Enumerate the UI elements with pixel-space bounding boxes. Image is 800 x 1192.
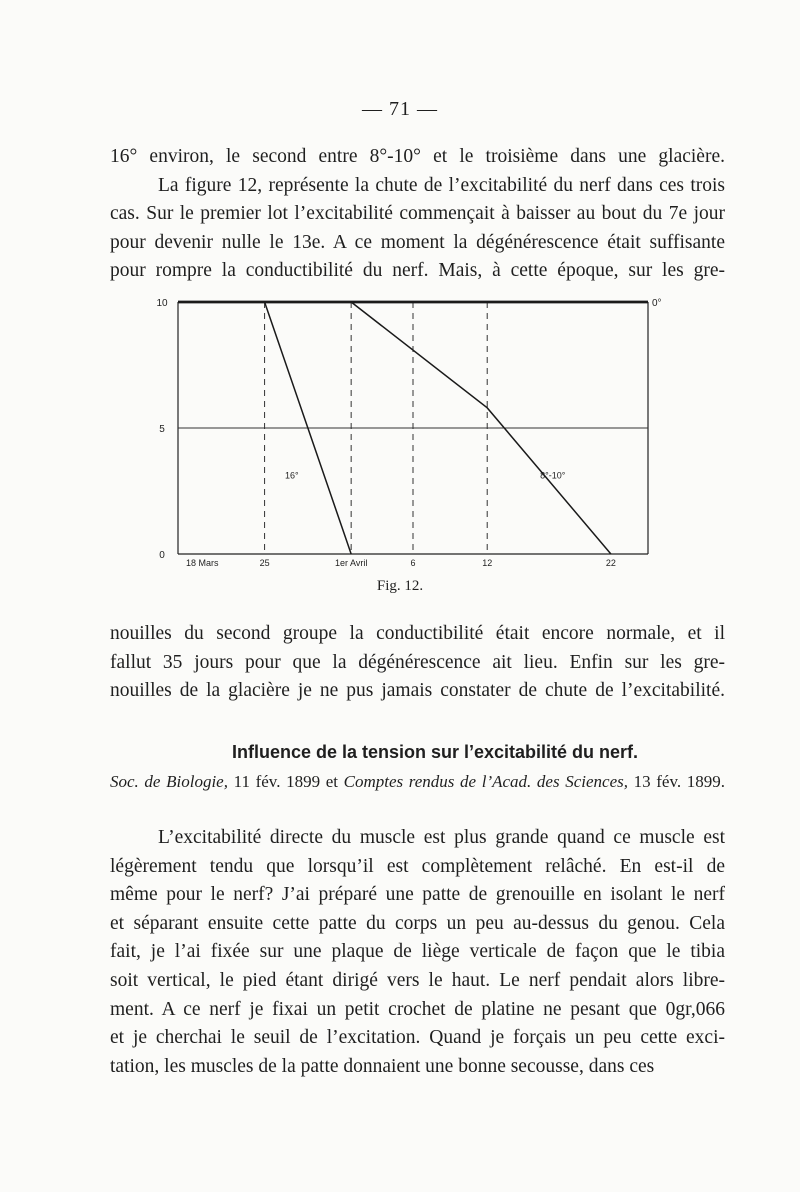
y-tick-label: 0 [159,550,165,561]
text-line: et je cherchai le seuil de l’excitation. Quand je forçais un peu cette exci- [110,1027,725,1049]
excitability-chart [150,292,680,582]
text-line: L’excitabilité directe du muscle est plus grande quand ce muscle est [158,827,725,848]
text-line: cas. Sur le premier lot l’excitabilité commençait à baisser au bout du 7e jour [110,203,725,225]
text-line: 16° environ, le second entre 8°-10° et le troisième dans une glacière. [110,146,725,167]
section-heading: Influence de la tension sur l’excitabilité du nerf. [231,742,639,762]
y-tick-label: 10 [156,298,168,309]
text-line: nouilles de la glacière je ne pus jamais constater de chute de l’excitabilité. [110,680,725,702]
x-tick-label: 12 [482,558,493,568]
y-tick-label: 5 [159,424,165,435]
text-line: La figure 12, représente la chute de l’excitabilité du nerf dans ces trois [158,174,725,196]
text-line: fait, je l’ai fixée sur une plaque de liège verticale de façon que le tibia [110,941,725,963]
text-line: même pour le nerf? J’ai préparé une patte de grenouille en isolant le nerf [110,884,725,906]
x-tick-label: 25 [259,558,270,568]
figure-12 [150,292,680,582]
series-label-0deg: 0° [652,298,662,309]
paragraph-2 [110,620,725,706]
paragraph-3 [110,824,725,1081]
text-line: soit vertical, le pied étant dirigé vers le haut. Le nerf pendait alors libre- [110,969,725,991]
text-line: pour devenir nulle le 13e. A ce moment la dégénérescence était suffisante [110,231,725,253]
text-line: pour rompre la conductibilité du nerf. Mais, à cette époque, sur les gre- [110,260,725,282]
series-label-8-10deg: 8°-10° [540,470,566,481]
text-line: ment. A ce nerf je fixai un petit crochet de platine ne pesant que 0gr,066 [110,998,725,1020]
x-tick-label: 6 [410,558,416,568]
text-line: tation, les muscles de la patte donnaient une bonne secousse, dans ces [110,1055,655,1077]
text-line: légèrement tendu que lorsqu’il est complètement relâché. En est-il de [110,855,725,877]
x-tick-label: 18 Mars [186,558,219,568]
text-line: et séparant ensuite cette patte du corps un peu au-dessus du genou. Cela [110,912,725,934]
ref-date: 11 fév. 1899 et [227,772,344,791]
paragraph-1 [110,143,725,286]
ref-date-2: 13 fév. 1899. [628,772,726,791]
ref-journal: Soc. de Biologie, [110,772,228,791]
figure-caption: Fig. 12. [376,578,424,594]
page-number: — 71 — [362,98,438,120]
reference-line [110,772,725,792]
x-tick-label: 22 [605,558,616,568]
text-line: nouilles du second groupe la conductibilité était encore normale, et il [110,623,725,644]
ref-journal-2: Comptes rendus de l’Acad. des Sciences, [343,772,628,791]
text-line: fallut 35 jours pour que la dégénérescence ait lieu. Enfin sur les gre- [110,651,725,673]
x-tick-label: 1er Avril [334,558,368,568]
series-label-16deg: 16° [284,470,299,481]
